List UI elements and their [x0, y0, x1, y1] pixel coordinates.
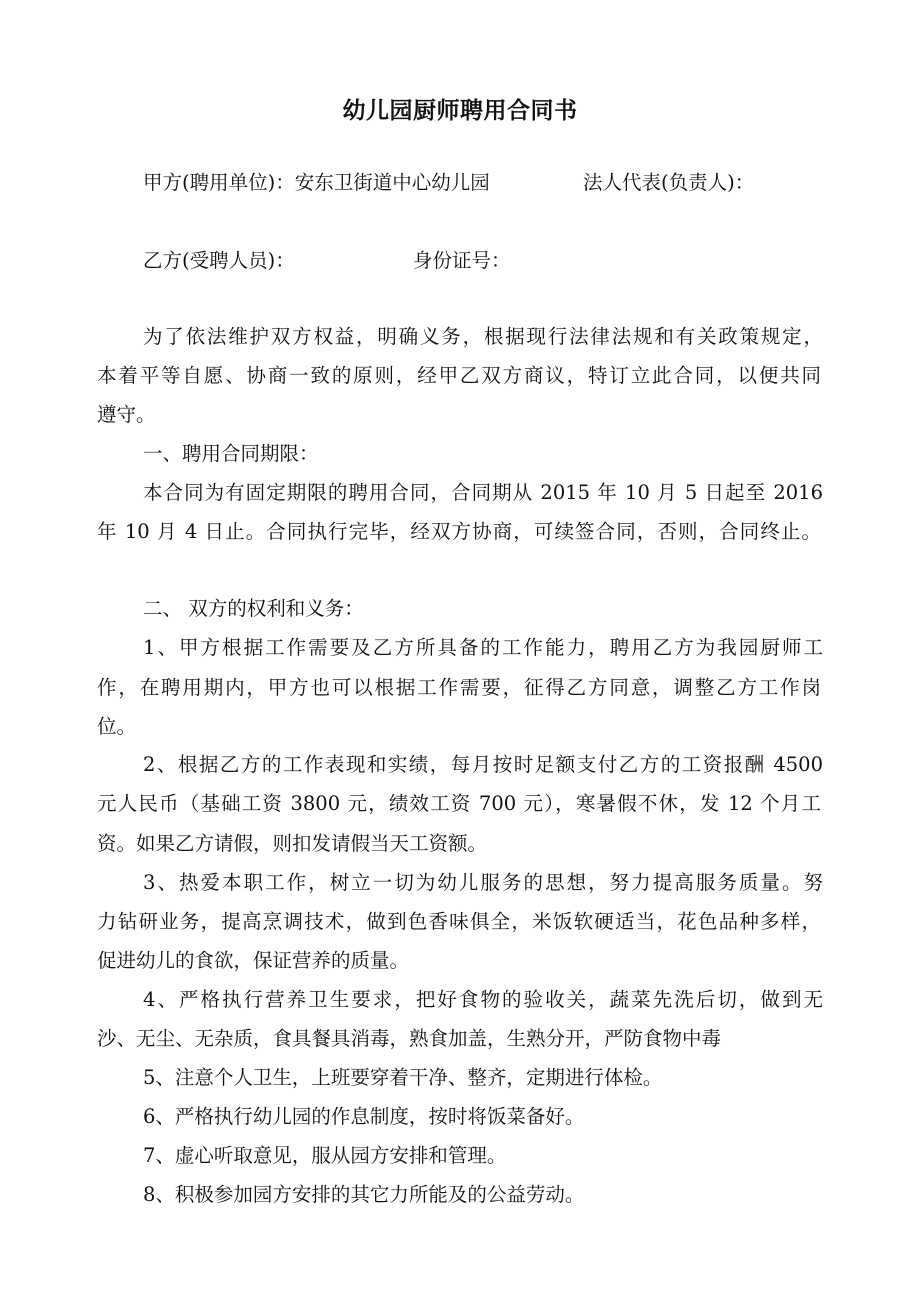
- clause-line: 2、根据乙方的工作表现和实绩，每月按时足额支付乙方的工资报酬 4500: [143, 753, 823, 776]
- clause-line: 3、热爱本职工作，树立一切为幼儿服务的思想，努力提高服务质量。努: [143, 871, 823, 894]
- document-title: 幼儿园厨师聘用合同书: [342, 98, 578, 124]
- clause-line: 1、甲方根据工作需要及乙方所具备的工作能力，聘用乙方为我园厨师工: [143, 636, 823, 659]
- party-a-label: 甲方(聘用单位)：安东卫街道中心幼儿园: [143, 171, 490, 194]
- legal-rep-label: 法人代表(负责人)：: [583, 171, 755, 194]
- preamble-line: 本着平等自愿、协商一致的原则，经甲乙双方商议，特订立此合同，以便共同: [97, 364, 821, 387]
- preamble-line: 为了依法维护双方权益，明确义务，根据现行法律法规和有关政策规定，: [143, 325, 823, 348]
- clause-7: 7、虚心听取意见，服从园方安排和管理。: [143, 1144, 507, 1167]
- clause-line: 位。: [97, 715, 137, 738]
- section-1-line: 年 10 月 4 日止。合同执行完毕，经双方协商，可续签合同，否则，合同终止。: [97, 520, 821, 543]
- clause-line: 力钻研业务，提高烹调技术，做到色香味俱全，米饭软硬适当，花色品种多样，: [97, 910, 821, 933]
- clause-line: 元人民币（基础工资 3800 元，绩效工资 700 元），寒暑假不休，发 12 个月工: [97, 792, 821, 815]
- clause-6: 6、严格执行幼儿园的作息制度，按时将饭菜备好。: [143, 1105, 585, 1128]
- clause-line: 沙、无尘、无杂质，食具餐具消毒，熟食加盖，生熟分开，严防食物中毒: [97, 1027, 722, 1050]
- section-1-line: 本合同为有固定期限的聘用合同，合同期从 2015 年 10 月 5 日起至 2016: [143, 481, 823, 504]
- preamble-line: 遵守。: [97, 403, 156, 426]
- section-1-heading: 一、聘用合同期限：: [143, 442, 319, 465]
- id-number-label: 身份证号：: [413, 249, 511, 272]
- clause-line: 作，在聘用期内，甲方也可以根据工作需要，征得乙方同意，调整乙方工作岗: [97, 676, 821, 699]
- clause-line: 资。如果乙方请假，则扣发请假当天工资额。: [97, 832, 488, 855]
- clause-8: 8、积极参加园方安排的其它力所能及的公益劳动。: [143, 1183, 585, 1206]
- clause-line: 促进幼儿的食欲，保证营养的质量。: [97, 949, 410, 972]
- party-b-label: 乙方(受聘人员)：: [143, 249, 295, 272]
- section-2-heading: 二、 双方的权利和义务：: [143, 597, 364, 620]
- clause-line: 4、严格执行营养卫生要求，把好食物的验收关，蔬菜先洗后切，做到无: [143, 988, 823, 1011]
- clause-5: 5、注意个人卫生，上班要穿着干净、整齐，定期进行体检。: [143, 1066, 663, 1089]
